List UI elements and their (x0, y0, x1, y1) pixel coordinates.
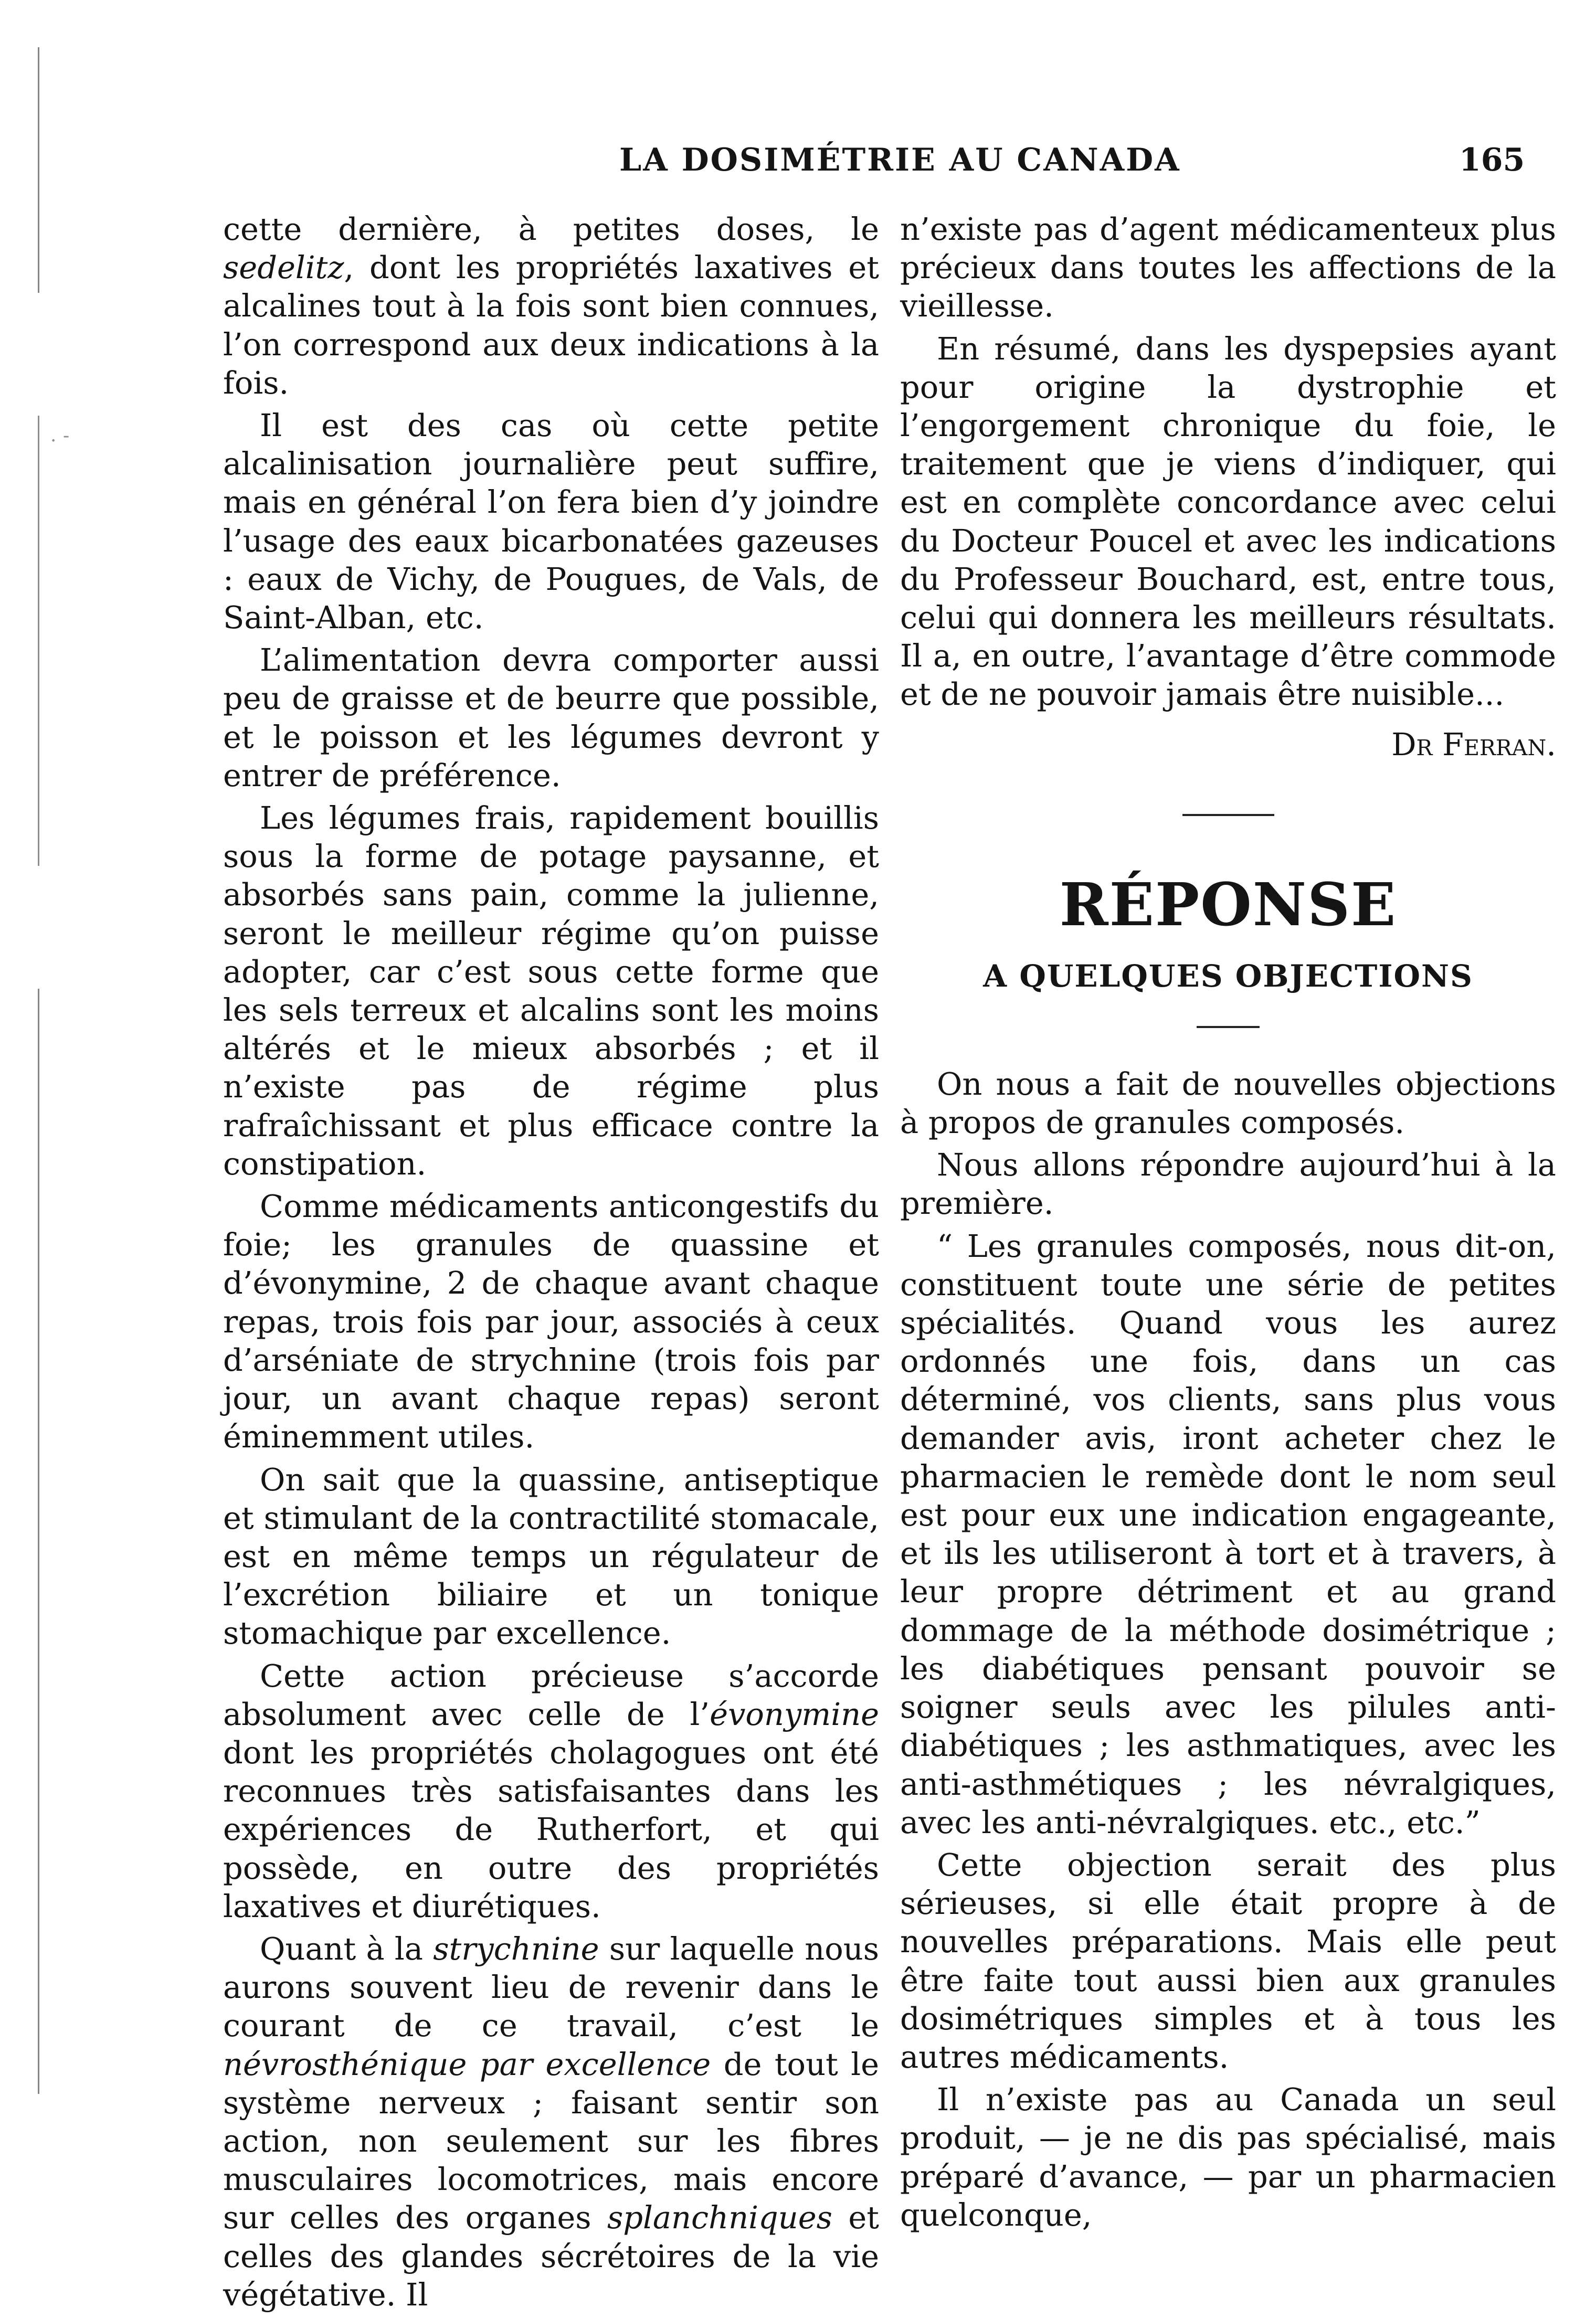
author-signature: Dr Ferran. (1391, 726, 1556, 763)
paragraph: Cette objection serait des plus sérieuses, si elle était propre à de nouvelles préparations. Mais elle peut être faite tout aussi bien aux granules dosimétriques simples et à tous les autres médicaments. (900, 1846, 1556, 2075)
paragraph: Cette action précieuse s’accorde absolument avec celle de l’évonymine dont les propriétés cholagogues ont été reconnues très satisfaisantes dans les expériences de Rutherfort, et qui possède, en outre des propriétés laxatives et diurétiques. (223, 1657, 879, 1924)
paragraph: Les légumes frais, rapidement bouillis sous la forme de potage paysanne, et absorbés sans pain, comme la julienne, seront le meilleur régime qu’on puisse adopter, car c’est sous cette forme que les sels terreux et alcalins sont les moins altérés et le mieux absorbés ; et il n’existe pas de régime plus rafraîchissant et plus efficace contre la constipation. (223, 800, 879, 1182)
paragraph: Il est des cas où cette petite alcalinisation journalière peut suffire, mais en général l’on fera bien d’y joindre l’usage des eaux bicarbonatées gazeuses : eaux de Vichy, de Pougues, de Vals, de Saint-Alban, etc. (223, 407, 879, 636)
page-binding-edge (38, 47, 39, 2094)
paragraph: On sait que la quassine, antiseptique et stimulant de la contractilité stomacale, est en même temps un régulateur de l’excrétion biliaire et un tonique stomachique par excellence. (223, 1461, 879, 1652)
left-column (223, 210, 879, 2318)
page-number: 165 (1459, 142, 1525, 178)
margin-speck: - (63, 425, 70, 447)
running-title: LA DOSIMÉTRIE AU CANADA (619, 142, 1181, 178)
section-title: RÉPONSE (1059, 870, 1397, 939)
paragraph: Quant à la strychnine sur laquelle nous aurons souvent lieu de revenir dans le courant de ce travail, c’est le névrosthénique par excellence de tout le système nerveux ; faisant sentir son action, non seulement sur les fibres musculaires locomotrices, mais encore sur celles des organes splanchniques et celles des glandes sécrétoires de la vie végétative. Il (223, 1930, 880, 2313)
paragraph: “ Les granules composés, nous dit-on, constituent toute une série de petites spécialités. Quand vous les aurez ordonnés une fois, dans un cas déterminé, vos clients, sans plus vous demander avis, iront acheter chez le pharmacien le remède dont le nom seul est pour eux une indication engageante, et ils les utiliseront à tort et à travers, à leur propre détriment et au grand dommage de la méthode dosimétrique ; les diabétiques pensant pouvoir se soigner seuls avec les pilules anti-diabétiques ; les asthmatiques, avec les anti-asthmétiques ; les névralgiques, avec les anti-névralgiques. etc., etc.” (900, 1227, 1556, 1840)
paragraph: Comme médicaments anticongestifs du foie; les granules de quassine et d’évonymine, 2 de chaque avant chaque repas, trois fois par jour, associés à ceux d’arséniate de strychnine (trois fois par jour, un avant chaque repas) seront éminemment utiles. (223, 1188, 879, 1455)
section-divider (1182, 814, 1274, 816)
margin-speck: · (50, 430, 57, 452)
paragraph: En résumé, dans les dyspepsies ayant pour origine la dystrophie et l’engorgement chronique du foie, le traitement que je viens d’indiquer, qui est en complète concordance avec celui du Docteur Poucel et avec les indications du Professeur Bouchard, est, entre tous, celui qui donnera les meilleurs résultats. Il a, en outre, l’avantage d’être commode et de ne pouvoir jamais être nuisible... (900, 330, 1556, 713)
paragraph: cette dernière, à petites doses, le sedelitz, dont les propriétés laxatives et alcalines tout à la fois sont bien connues, l’on correspond aux deux indications à la fois. (223, 211, 879, 401)
section-subtitle: A QUELQUES OBJECTIONS (983, 958, 1473, 994)
paragraph: Il n’existe pas au Canada un seul produit, — je ne dis pas spécialisé, mais préparé d’avance, — par un pharmacien quelconque, (900, 2081, 1556, 2233)
paragraph: L’alimentation devra comporter aussi peu de graisse et de beurre que possible, et le poisson et les légumes devront y entrer de préférence. (223, 642, 879, 793)
paragraph: n’existe pas d’agent médicamenteux plus précieux dans toutes les affections de la vieillesse. (900, 211, 1556, 324)
paragraph: Nous allons répondre aujourd’hui à la première. (900, 1147, 1556, 1222)
paragraph: On nous a fait de nouvelles objections à propos de granules composés. (900, 1065, 1556, 1141)
right-column (900, 210, 1556, 2238)
